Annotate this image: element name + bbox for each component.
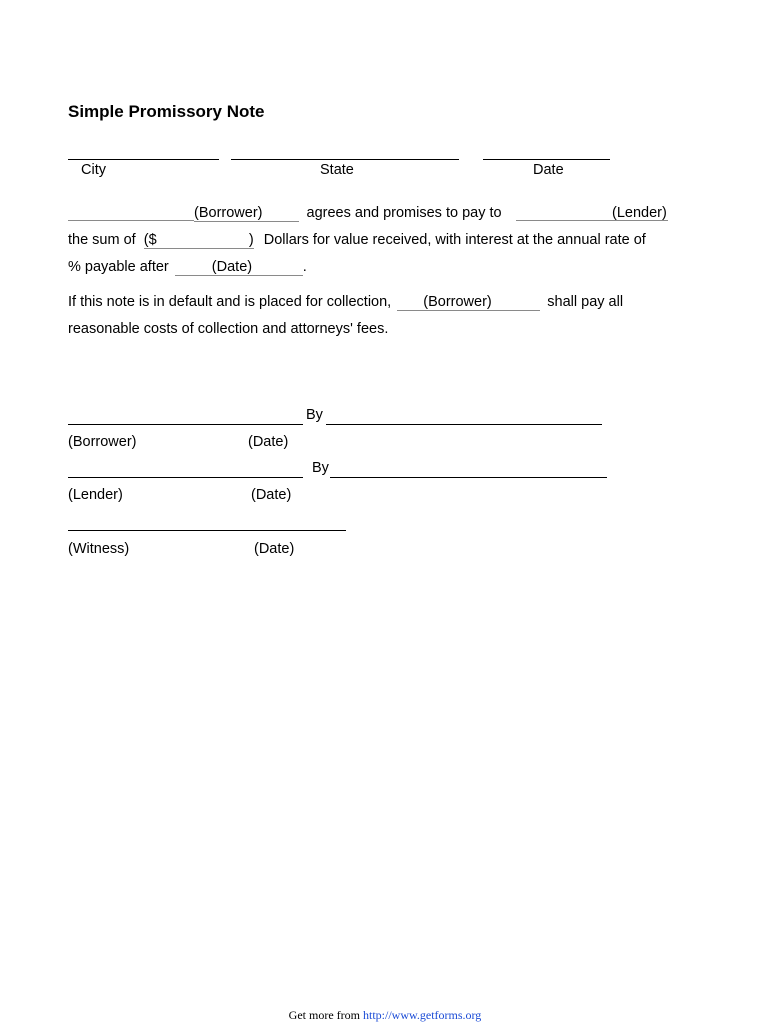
payable-period: .	[302, 259, 307, 275]
p2-line1	[68, 294, 623, 311]
page-title: Simple Promissory Note	[68, 102, 265, 121]
date-line[interactable]	[483, 159, 610, 160]
costs-text: reasonable costs of collection and attorneys' fees.	[68, 321, 389, 337]
lender-by-label: By	[312, 460, 329, 476]
agrees-text: agrees and promises to pay to	[306, 205, 502, 221]
amount-field[interactable]	[144, 233, 254, 249]
borrower-by-label: By	[306, 407, 323, 423]
shall-pay-text: shall pay all	[547, 294, 624, 310]
footer-link[interactable]: http://www.getforms.org	[362, 1008, 482, 1022]
lender-date-label: (Date)	[251, 487, 292, 503]
city-line[interactable]	[68, 159, 219, 160]
city-label: City	[81, 162, 106, 178]
footer	[0, 1008, 770, 1023]
borrower-field-tail[interactable]	[262, 206, 299, 222]
state-line[interactable]	[231, 159, 459, 160]
footer-prefix: Get more from	[288, 1008, 360, 1022]
amount-field-open: ($	[143, 232, 157, 248]
p1-line2	[68, 232, 646, 249]
witness-label: (Witness)	[68, 541, 130, 557]
p1-line3	[68, 259, 307, 276]
payable-date-label: (Date)	[211, 259, 253, 275]
payable-text: % payable after	[68, 259, 169, 275]
lender-field[interactable]: (Lender)	[612, 205, 667, 221]
borrower-by-line[interactable]	[326, 424, 602, 425]
p2-borrower-label: (Borrower)	[423, 294, 492, 310]
p2-borrower-field[interactable]	[397, 295, 540, 311]
default-text: If this note is in default and is placed for collection,	[68, 294, 392, 310]
witness-date-label: (Date)	[254, 541, 295, 557]
lender-signature-line[interactable]	[68, 477, 303, 478]
dollars-text: Dollars for value received, with interest at the annual rate of	[263, 232, 646, 248]
lender-by-line[interactable]	[330, 477, 607, 478]
date-label: Date	[533, 162, 564, 178]
amount-field-close: )	[248, 232, 254, 248]
lender-lead-line[interactable]	[516, 220, 612, 221]
state-label: State	[320, 162, 354, 178]
payable-date-field[interactable]	[175, 260, 303, 276]
sum-of-text: the sum of	[68, 232, 136, 248]
witness-signature-line[interactable]	[68, 530, 346, 531]
borrower-field[interactable]: (Borrower)	[194, 205, 263, 221]
p1-line1-borrower	[194, 205, 502, 222]
borrower-lead-line[interactable]	[68, 220, 194, 221]
borrower-date-label: (Date)	[248, 434, 289, 450]
borrower-signature-line[interactable]	[68, 424, 303, 425]
borrower-label: (Borrower)	[68, 434, 137, 450]
lender-field-underline	[612, 220, 668, 221]
lender-label: (Lender)	[68, 487, 123, 503]
